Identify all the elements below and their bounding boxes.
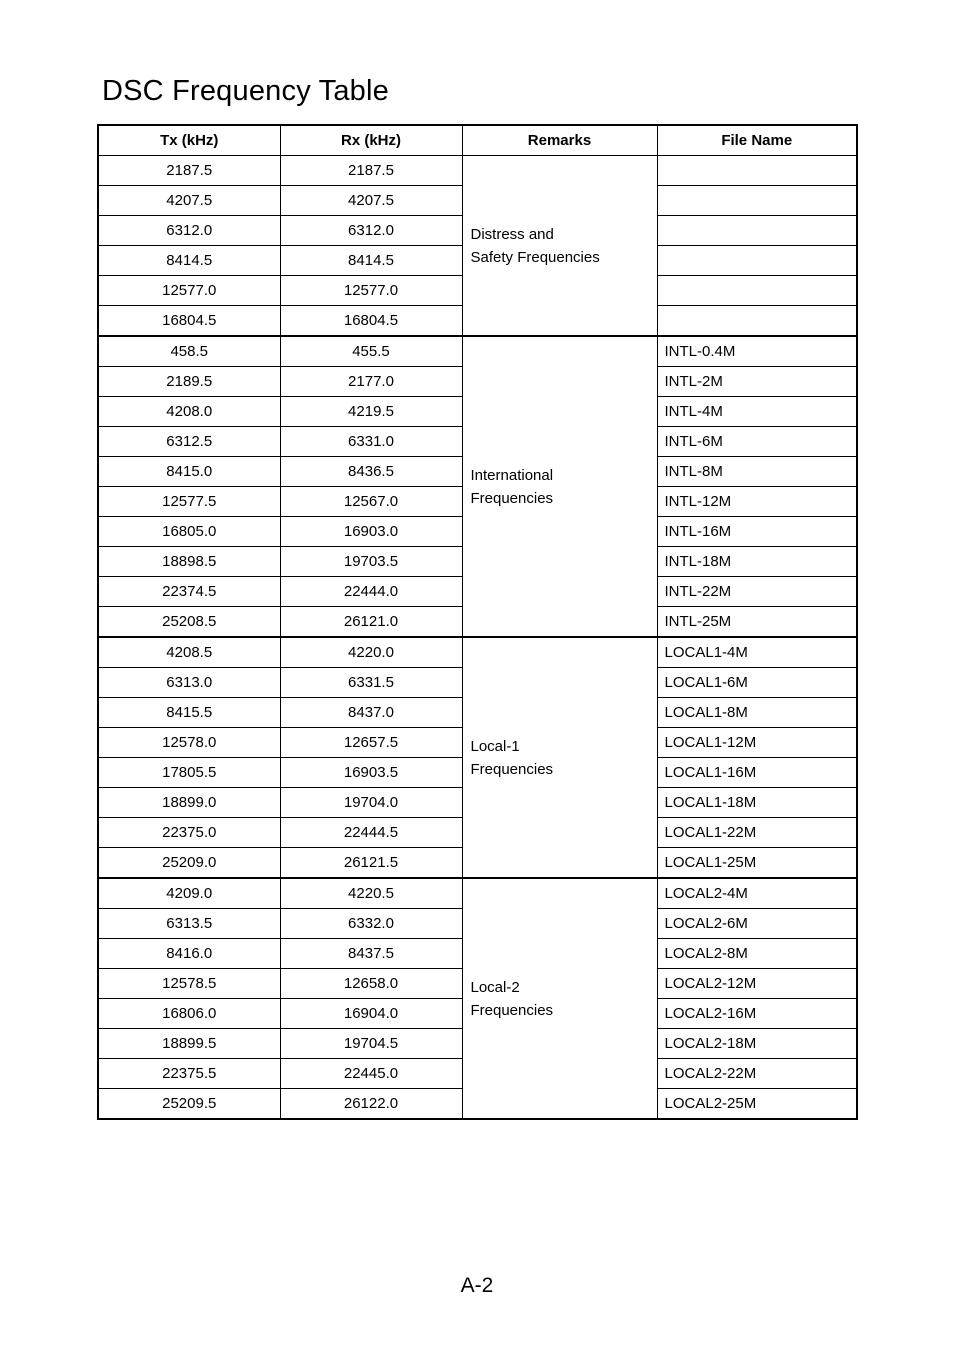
tx-frequency-cell: 16804.5 <box>98 306 280 337</box>
file-name-cell: LOCAL2-12M <box>657 969 857 999</box>
table-header-row <box>98 125 857 156</box>
rx-frequency-cell: 8437.5 <box>280 939 462 969</box>
tx-frequency-cell: 2187.5 <box>98 156 280 186</box>
header-file-name: File Name <box>657 125 857 156</box>
rx-frequency-cell: 16804.5 <box>280 306 462 337</box>
table-body <box>98 156 857 1120</box>
table-row <box>98 156 857 186</box>
file-name-cell: LOCAL1-25M <box>657 848 857 879</box>
remark-line: Frequencies <box>470 489 554 507</box>
rx-frequency-cell: 8437.0 <box>280 698 462 728</box>
rx-frequency-cell: 16904.0 <box>280 999 462 1029</box>
rx-frequency-cell: 19703.5 <box>280 547 462 577</box>
rx-frequency-cell: 22444.0 <box>280 577 462 607</box>
remarks-cell <box>462 336 657 637</box>
file-name-cell: LOCAL2-16M <box>657 999 857 1029</box>
remark-line: Frequencies <box>470 760 554 778</box>
tx-frequency-cell: 16806.0 <box>98 999 280 1029</box>
tx-frequency-cell: 6312.0 <box>98 216 280 246</box>
tx-frequency-cell: 8416.0 <box>98 939 280 969</box>
tx-frequency-cell: 16805.0 <box>98 517 280 547</box>
header-remarks: Remarks <box>462 125 657 156</box>
tx-frequency-cell: 12577.5 <box>98 487 280 517</box>
file-name-cell: INTL-2M <box>657 367 857 397</box>
rx-frequency-cell: 19704.5 <box>280 1029 462 1059</box>
file-name-cell: LOCAL1-18M <box>657 788 857 818</box>
header-tx: Tx (kHz) <box>98 125 280 156</box>
tx-frequency-cell: 6313.0 <box>98 668 280 698</box>
file-name-cell <box>657 216 857 246</box>
rx-frequency-cell: 12567.0 <box>280 487 462 517</box>
rx-frequency-cell: 2187.5 <box>280 156 462 186</box>
rx-frequency-cell: 4220.5 <box>280 878 462 909</box>
file-name-cell: LOCAL1-16M <box>657 758 857 788</box>
file-name-cell: INTL-6M <box>657 427 857 457</box>
file-name-cell: LOCAL1-4M <box>657 637 857 668</box>
rx-frequency-cell: 12577.0 <box>280 276 462 306</box>
file-name-cell: LOCAL2-6M <box>657 909 857 939</box>
rx-frequency-cell: 26121.0 <box>280 607 462 638</box>
remark-line: Frequencies <box>470 1001 554 1019</box>
tx-frequency-cell: 4209.0 <box>98 878 280 909</box>
tx-frequency-cell: 4207.5 <box>98 186 280 216</box>
tx-frequency-cell: 22375.5 <box>98 1059 280 1089</box>
file-name-cell: INTL-12M <box>657 487 857 517</box>
rx-frequency-cell: 12657.5 <box>280 728 462 758</box>
table-row <box>98 336 857 367</box>
file-name-cell: INTL-18M <box>657 547 857 577</box>
tx-frequency-cell: 4208.0 <box>98 397 280 427</box>
rx-frequency-cell: 22445.0 <box>280 1059 462 1089</box>
file-name-cell: INTL-22M <box>657 577 857 607</box>
tx-frequency-cell: 18899.5 <box>98 1029 280 1059</box>
file-name-cell: LOCAL1-6M <box>657 668 857 698</box>
tx-frequency-cell: 8415.5 <box>98 698 280 728</box>
rx-frequency-cell: 16903.0 <box>280 517 462 547</box>
tx-frequency-cell: 18899.0 <box>98 788 280 818</box>
file-name-cell <box>657 186 857 216</box>
file-name-cell <box>657 156 857 186</box>
file-name-cell: LOCAL2-25M <box>657 1089 857 1120</box>
file-name-cell: INTL-8M <box>657 457 857 487</box>
table-row <box>98 637 857 668</box>
file-name-cell: LOCAL2-8M <box>657 939 857 969</box>
tx-frequency-cell: 6312.5 <box>98 427 280 457</box>
file-name-cell: INTL-4M <box>657 397 857 427</box>
file-name-cell: INTL-0.4M <box>657 336 857 367</box>
rx-frequency-cell: 6331.0 <box>280 427 462 457</box>
remarks-cell <box>462 878 657 1119</box>
dsc-frequency-table <box>97 124 858 1120</box>
tx-frequency-cell: 25208.5 <box>98 607 280 638</box>
file-name-cell <box>657 276 857 306</box>
tx-frequency-cell: 22374.5 <box>98 577 280 607</box>
rx-frequency-cell: 26121.5 <box>280 848 462 879</box>
tx-frequency-cell: 18898.5 <box>98 547 280 577</box>
remark-line: Safety Frequencies <box>470 248 600 266</box>
rx-frequency-cell: 2177.0 <box>280 367 462 397</box>
page-number: A-2 <box>460 1274 494 1297</box>
rx-frequency-cell: 455.5 <box>280 336 462 367</box>
tx-frequency-cell: 4208.5 <box>98 637 280 668</box>
remarks-cell <box>462 637 657 878</box>
page-title: DSC Frequency Table <box>102 75 389 107</box>
rx-frequency-cell: 6312.0 <box>280 216 462 246</box>
file-name-cell: LOCAL1-12M <box>657 728 857 758</box>
tx-frequency-cell: 12577.0 <box>98 276 280 306</box>
file-name-cell <box>657 306 857 337</box>
rx-frequency-cell: 6331.5 <box>280 668 462 698</box>
header-rx: Rx (kHz) <box>280 125 462 156</box>
file-name-cell: LOCAL2-4M <box>657 878 857 909</box>
remarks-cell <box>462 156 657 337</box>
rx-frequency-cell: 4207.5 <box>280 186 462 216</box>
tx-frequency-cell: 17805.5 <box>98 758 280 788</box>
tx-frequency-cell: 6313.5 <box>98 909 280 939</box>
rx-frequency-cell: 22444.5 <box>280 818 462 848</box>
rx-frequency-cell: 4219.5 <box>280 397 462 427</box>
file-name-cell <box>657 246 857 276</box>
tx-frequency-cell: 25209.5 <box>98 1089 280 1120</box>
rx-frequency-cell: 8414.5 <box>280 246 462 276</box>
rx-frequency-cell: 12658.0 <box>280 969 462 999</box>
tx-frequency-cell: 12578.0 <box>98 728 280 758</box>
tx-frequency-cell: 25209.0 <box>98 848 280 879</box>
file-name-cell: INTL-25M <box>657 607 857 638</box>
tx-frequency-cell: 8414.5 <box>98 246 280 276</box>
tx-frequency-cell: 22375.0 <box>98 818 280 848</box>
remark-line: Local-1 <box>470 737 520 755</box>
remark-line: International <box>470 466 554 484</box>
tx-frequency-cell: 12578.5 <box>98 969 280 999</box>
tx-frequency-cell: 2189.5 <box>98 367 280 397</box>
file-name-cell: LOCAL1-8M <box>657 698 857 728</box>
rx-frequency-cell: 26122.0 <box>280 1089 462 1120</box>
file-name-cell: LOCAL1-22M <box>657 818 857 848</box>
tx-frequency-cell: 458.5 <box>98 336 280 367</box>
tx-frequency-cell: 8415.0 <box>98 457 280 487</box>
table-row <box>98 878 857 909</box>
remark-line: Local-2 <box>470 978 520 996</box>
rx-frequency-cell: 4220.0 <box>280 637 462 668</box>
rx-frequency-cell: 6332.0 <box>280 909 462 939</box>
rx-frequency-cell: 8436.5 <box>280 457 462 487</box>
rx-frequency-cell: 16903.5 <box>280 758 462 788</box>
remark-line: Distress and <box>470 225 554 243</box>
file-name-cell: LOCAL2-18M <box>657 1029 857 1059</box>
file-name-cell: INTL-16M <box>657 517 857 547</box>
file-name-cell: LOCAL2-22M <box>657 1059 857 1089</box>
rx-frequency-cell: 19704.0 <box>280 788 462 818</box>
